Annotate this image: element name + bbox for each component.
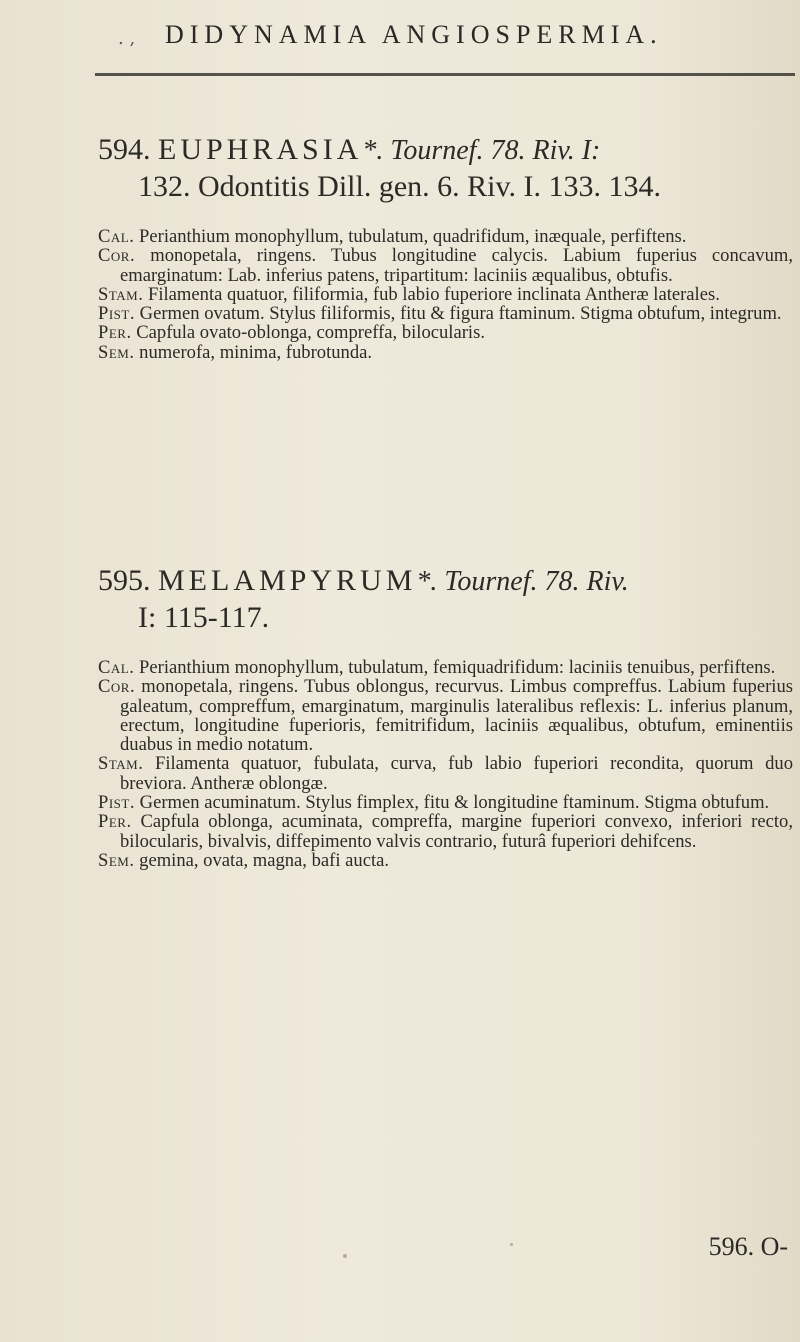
- genus-name: MELAMPYRUM: [158, 564, 417, 597]
- desc-text: Perianthium monophyllum, tubulatum, quadrifidum, inæquale, perfiftens.: [139, 226, 687, 247]
- desc-text: monopetala, ringens. Tubus oblongus, recurvus. Limbus compreffus. Labium fuperius galeatum, compreffum, emarginatum, marginulis lateralibus reflexis: L. inferius planum, erectum, longitudine fuperioris, femitrifidum, laciniis æqualibus, obtufum, eminentiis duabus in medio notatum.: [120, 676, 793, 756]
- desc-text: numerofa, minima, fubrotunda.: [139, 341, 373, 363]
- desc-text: Capfula ovato-oblonga, compreffa, bilocularis.: [136, 322, 485, 344]
- paper-speck: [343, 1254, 347, 1258]
- desc-stamina: [98, 285, 793, 304]
- genus-name: EUPHRASIA: [158, 133, 363, 166]
- entry-number: 595.: [98, 564, 151, 597]
- genus-description: [98, 658, 793, 870]
- entry-reference: *. Tournef. 78. Riv.: [416, 566, 629, 597]
- desc-corolla: [98, 246, 793, 285]
- paper-speck: [510, 1243, 513, 1246]
- desc-label: Cal.: [98, 226, 135, 247]
- entry-synonym: I: 115-117.: [138, 601, 270, 634]
- entry-synonym: 132. Odontitis Dill. gen. 6. Riv. I. 133. 134.: [138, 170, 662, 203]
- entry-title: [98, 563, 793, 600]
- desc-pericarpium: [98, 323, 793, 342]
- desc-label: Cor.: [98, 676, 136, 698]
- desc-label: Pist.: [98, 792, 135, 814]
- desc-calyx: [98, 658, 793, 677]
- desc-text: Perianthium monophyllum, tubulatum, femiquadrifidum: laciniis tenuibus, perfiftens.: [139, 657, 776, 678]
- entry-title: [98, 132, 793, 169]
- desc-text: Filamenta quatuor, fubulata, curva, fub labio fuperiori recondita, quorum duo breviora. Antheræ oblongæ.: [120, 753, 793, 794]
- desc-label: Pist.: [98, 303, 135, 325]
- catchword: 596. O-: [708, 1232, 788, 1261]
- desc-text: Filamenta quatuor, filiformia, fub labio fuperiore inclinata Antheræ laterales.: [148, 283, 720, 305]
- desc-label: Cor.: [98, 245, 136, 267]
- desc-text: gemina, ovata, magna, bafi aucta.: [139, 849, 390, 871]
- desc-pistillum: [98, 793, 793, 812]
- entry-melampyrum: [98, 563, 793, 870]
- desc-semina: [98, 343, 793, 362]
- desc-label: Cal.: [98, 657, 135, 678]
- desc-text: Germen acuminatum. Stylus fimplex, fitu & longitudine ftaminum. Stigma obtufum.: [139, 792, 770, 814]
- entry-reference: *. Tournef. 78. Riv. I:: [362, 135, 601, 166]
- desc-text: monopetala, ringens. Tubus longitudine calycis. Labium fuperius concavum, emarginatum: Lab. inferius patens, tripartitum: laciniis æqualibus, obtufis.: [120, 245, 793, 286]
- running-header: DIDYNAMIA ANGIOSPERMIA.: [165, 20, 663, 49]
- desc-label: Stam.: [98, 753, 144, 775]
- desc-label: Stam.: [98, 283, 144, 305]
- desc-label: Sem.: [98, 341, 135, 363]
- entry-number: 594.: [98, 133, 151, 166]
- genus-description: [98, 227, 793, 362]
- desc-calyx: [98, 227, 793, 246]
- entry-euphrasia: [98, 132, 793, 362]
- header-mark: . ,: [118, 28, 136, 49]
- desc-text: Capfula oblonga, acuminata, compreffa, margine fuperiori convexo, inferiori recto, bilocularis, bivalvis, diffepimento valvis contrario, futurâ fuperiori dehifcens.: [120, 811, 793, 852]
- desc-label: Per.: [98, 811, 132, 833]
- desc-stamina: [98, 754, 793, 793]
- desc-label: Sem.: [98, 849, 135, 871]
- desc-label: Per.: [98, 322, 132, 344]
- header-rule: [95, 73, 795, 76]
- desc-text: Germen ovatum. Stylus filiformis, fitu & figura ftaminum. Stigma obtufum, integrum.: [139, 303, 782, 325]
- desc-corolla: [98, 677, 793, 754]
- desc-pistillum: [98, 304, 793, 323]
- desc-pericarpium: [98, 812, 793, 851]
- desc-semina: [98, 851, 793, 870]
